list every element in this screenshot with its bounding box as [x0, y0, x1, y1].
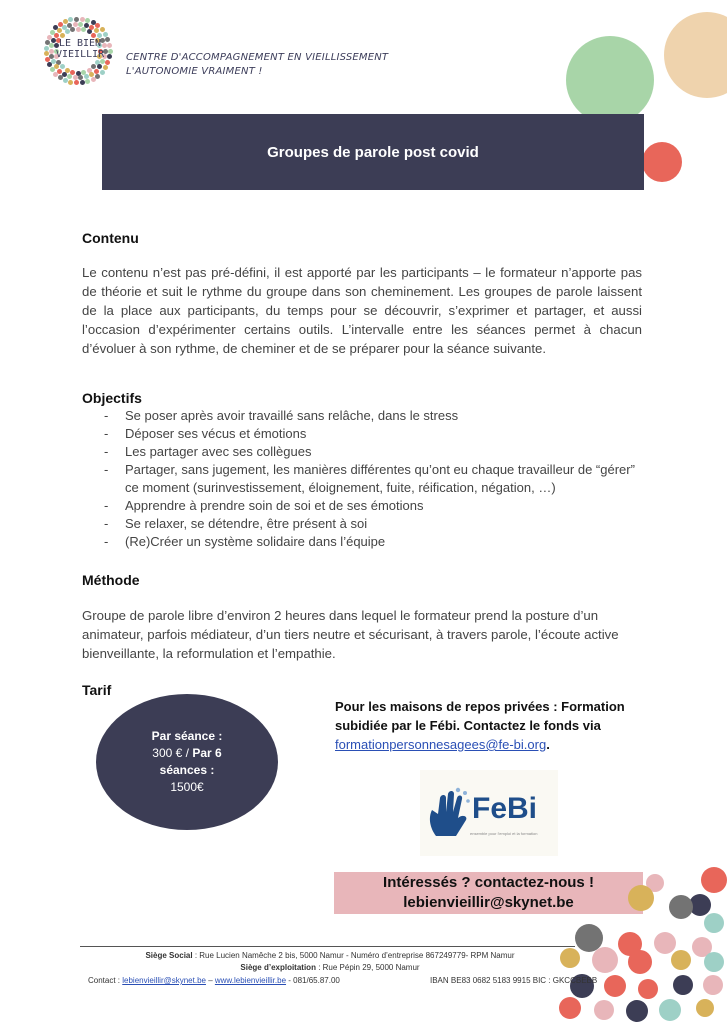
logo-dot	[80, 80, 85, 85]
objectifs-list	[104, 407, 644, 551]
footer-siege: Siège Social : Rue Lucien Namêche 2 bis, 5000 Namur - Numéro d’entreprise 867249779- RPM Namur	[145, 951, 515, 960]
decor-circle-green	[566, 36, 654, 124]
tarif-line2: Par 6	[192, 746, 222, 760]
list-item: - Déposer ses vécus et émotions	[104, 425, 644, 443]
logo-dot	[100, 70, 105, 75]
decor-dot	[671, 950, 691, 970]
logo-dot	[50, 30, 55, 35]
logo-dot	[67, 23, 72, 28]
decor-dot	[669, 895, 693, 919]
febi-logo	[420, 770, 558, 856]
logo-dot	[47, 35, 52, 40]
list-item: - Les partager avec ses collègues	[104, 443, 644, 461]
febi-email-link[interactable]: formationpersonnesagees@fe-bi.org	[335, 737, 547, 752]
promo-text: Pour les maisons de repos privées : Formation subidiée par le Fébi. Contactez le fonds via formationpersonnesagees@fe-bi.org.	[335, 699, 625, 752]
logo-dot	[108, 49, 113, 54]
logo	[42, 18, 114, 84]
logo-dot	[107, 54, 112, 59]
list-item: - Se poser après avoir travaillé sans relâche, dans le stress	[104, 407, 644, 425]
logo-dot	[95, 74, 100, 79]
methode-text: Groupe de parole libre d’environ 2 heures dans lequel le formateur prend la posture d’un animateur, parfois médiateur, d’un tiers neutre et sécurisant, à travers parole, l’écoute active bienveillante, la reformulation et l’empathie.	[82, 608, 619, 661]
logo-dot	[58, 22, 63, 27]
list-item: - Se relaxer, se détendre, être présent à soi	[104, 515, 644, 533]
logo-dot	[74, 17, 79, 22]
logo-dot	[67, 74, 72, 79]
logo-dot	[80, 17, 85, 22]
logo-dot	[85, 18, 90, 23]
decor-dot	[673, 975, 693, 995]
decor-dot	[592, 947, 618, 973]
logo-dot	[68, 17, 73, 22]
logo-dot	[97, 33, 102, 38]
logo-dot	[65, 29, 70, 34]
tarif-line1: Par séance :	[151, 729, 223, 743]
logo-dot	[68, 80, 73, 85]
logo-dot	[76, 27, 81, 32]
logo-dot	[103, 65, 108, 70]
tarif-price: 300 € /	[152, 746, 193, 760]
logo-dot	[44, 51, 49, 56]
logo-dot	[45, 57, 50, 62]
tagline: CENTRE D'ACCOMPAGNEMENT EN VIEILLISSEMENT L'AUTONOMIE VRAIMENT !	[126, 52, 389, 77]
logo-dot	[49, 54, 54, 59]
objectifs-heading: Objectifs	[82, 390, 142, 406]
decor-dot	[654, 932, 676, 954]
logo-dot	[78, 22, 83, 27]
logo-text: LE BIEN VIEILLIR	[56, 38, 105, 60]
decor-dot	[704, 913, 724, 933]
decor-dot	[626, 1000, 648, 1022]
contact-box	[334, 872, 643, 914]
febi-hand-icon	[424, 784, 474, 844]
contact-line1: Intéressés ? contactez-nous !	[383, 874, 594, 891]
contact-email[interactable]: lebienvieillir@skynet.be	[403, 894, 574, 911]
logo-dot	[74, 80, 79, 85]
logo-dot	[81, 27, 86, 32]
contenu-heading: Contenu	[82, 230, 139, 246]
footer-exploitation: Siège d’exploitation : Rue Pépin 29, 5000 Namur	[240, 963, 420, 972]
footer-email-link[interactable]: lebienvieillir@skynet.be	[122, 976, 206, 985]
logo-dot	[105, 37, 110, 42]
footer-contact: Contact : lebienvieillir@skynet.be – www.lebienvieillir.be - 081/65.87.00 IBAN BE83 0682 5183 9915 BIC : GKCCBEBB	[88, 976, 598, 985]
logo-dot	[50, 67, 55, 72]
logo-dot	[45, 40, 50, 45]
tarif-line3: séances :	[159, 763, 215, 777]
logo-dot	[105, 60, 110, 65]
list-item: - Apprendre à prendre soin de soi et de ses émotions	[104, 497, 644, 515]
decor-dot	[659, 999, 681, 1021]
tarif-line4: 1500€	[170, 780, 204, 794]
febi-name: FeBi	[472, 792, 538, 825]
logo-dot	[44, 46, 49, 51]
decor-dot	[559, 997, 581, 1019]
decor-dot	[696, 999, 714, 1017]
decor-dot	[594, 1000, 614, 1020]
list-item: - (Re)Créer un système solidaire dans l’équipe	[104, 533, 644, 551]
decor-dot	[638, 979, 658, 999]
logo-dot	[91, 77, 96, 82]
logo-dot	[60, 64, 65, 69]
contenu-text: Le contenu n’est pas pré-défini, il est apporté par les participants – le formateur n’apporte pas de théorie et suit le rythme du groupe dans son cheminement. Les groupes de parole laissent de la place aux participants, du temps pour se découvrir, s’exprimer et partager, et aussi l’occasion d’expérimenter certains outils. L’intervalle entre les séances permet à chacun d’évoluer à son rythme, de cheminer et de se préparer pour la séance suivante.	[82, 265, 642, 356]
tarif-circle	[96, 694, 278, 830]
febi-subtitle: ensemble pour l'emploi et la formation	[470, 831, 538, 836]
footer-divider	[80, 946, 575, 947]
logo-dot	[63, 19, 68, 24]
decor-circle-beige	[664, 12, 727, 98]
logo-dot	[73, 22, 78, 27]
logo-dot	[107, 43, 112, 48]
logo-dot	[49, 43, 54, 48]
footer-website-link[interactable]: www.lebienvieillir.be	[214, 976, 287, 985]
decor-circle-coral	[642, 142, 682, 182]
logo-dot	[70, 27, 75, 32]
decor-dot	[701, 867, 727, 893]
tarif-heading: Tarif	[82, 682, 112, 698]
list-item: - Partager, sans jugement, les manières différentes qu’ont eu chaque travailleur de “gérer” ce moment (surinvestissement, éloignement, fuite, réification, négation, …)	[104, 461, 644, 497]
decor-dot	[704, 952, 724, 972]
decor-dot	[703, 975, 723, 995]
logo-dot	[63, 78, 68, 83]
page-title: Groupes de parole post covid	[267, 143, 479, 161]
decor-dot	[628, 885, 654, 911]
methode-heading: Méthode	[82, 572, 140, 588]
logo-dot	[94, 69, 99, 74]
footer-bank: IBAN BE83 0682 5183 9915 BIC : GKCCBEBB	[430, 976, 598, 985]
decor-dot	[628, 950, 652, 974]
logo-dot	[49, 49, 54, 54]
logo-dot	[85, 79, 90, 84]
